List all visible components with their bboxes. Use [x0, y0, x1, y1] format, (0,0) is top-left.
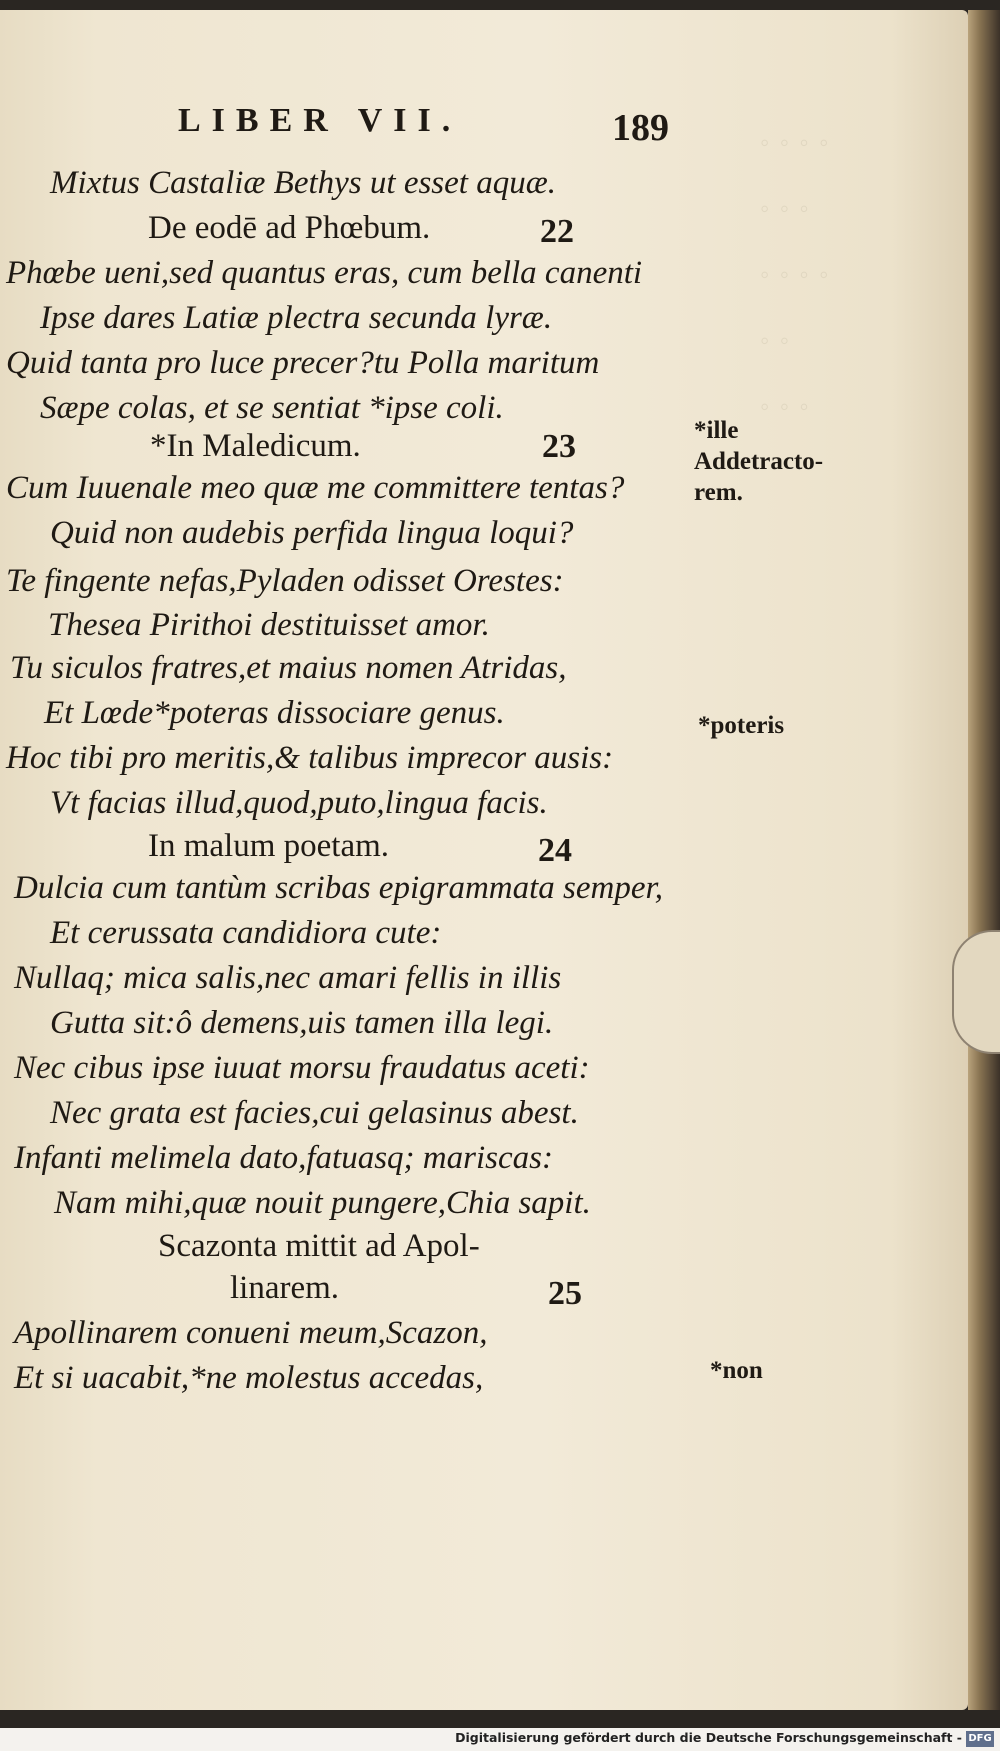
verse-line: Et Lœde*poteras dissociare genus.: [44, 695, 505, 731]
verse-line: Gutta sit:ô demens,uis tamen illa legi.: [50, 1005, 554, 1041]
verse-line: Ipse dares Latiæ plectra secunda lyræ.: [40, 300, 553, 336]
show-through-text: ◦ ◦ ◦ ◦ ◦ ◦ ◦ ◦ ◦ ◦ ◦ ◦ ◦ ◦ ◦ ◦: [760, 128, 831, 421]
verse-line: Nec grata est facies,cui gelasinus abest.: [50, 1095, 579, 1131]
digitization-footer: [0, 1728, 1000, 1751]
verse-line: Vt facias illud,quod,puto,lingua facis.: [50, 785, 548, 821]
epigram-heading-continued: linarem.: [230, 1270, 340, 1306]
margin-note-non: *non: [710, 1357, 763, 1384]
epigram-heading: *In Maledicum.: [150, 428, 361, 464]
verse-line: Apollinarem conueni meum,Scazon,: [14, 1315, 488, 1351]
verse-line: Sæpe colas, et se sentiat *ipse coli.: [40, 390, 504, 426]
page-edge: [968, 10, 1000, 1710]
verse-line: Thesea Pirithoi destituisset amor.: [48, 607, 490, 643]
verse-line: Quid non audebis perfida lingua loqui?: [50, 515, 574, 551]
dfg-logo: DFG: [966, 1731, 994, 1747]
margin-note-poteris: *poteris: [698, 712, 785, 739]
verse-line: Infanti melimela dato,fatuasq; mariscas:: [14, 1140, 553, 1176]
verse-line: Mixtus Castaliæ Bethys ut esset aquæ.: [50, 165, 556, 201]
page-clip-tab: [952, 930, 1000, 1054]
verse-line: Cum Iuuenale meo quæ me committere tentas?: [6, 470, 625, 506]
epigram-number: 23: [542, 428, 576, 465]
verse-line: Et cerussata candidiora cute:: [50, 915, 442, 951]
verse-line: Et si uacabit,*ne molestus accedas,: [14, 1360, 484, 1396]
verse-line: Dulcia cum tantùm scribas epigrammata semper,: [14, 870, 663, 906]
epigram-heading: In malum poetam.: [148, 828, 390, 864]
running-title: LIBER VII.: [178, 102, 462, 139]
book-page: [0, 10, 968, 1710]
epigram-number: 24: [538, 832, 572, 869]
verse-line: Phœbe ueni,sed quantus eras, cum bella canenti: [6, 255, 643, 291]
verse-line: Quid tanta pro luce precer?tu Polla maritum: [6, 345, 600, 381]
verse-line: Nec cibus ipse iuuat morsu fraudatus aceti:: [14, 1050, 590, 1086]
verse-line: Hoc tibi pro meritis,& talibus imprecor ausis:: [6, 740, 614, 776]
verse-line: Nullaq; mica salis,nec amari fellis in illis: [14, 960, 562, 996]
epigram-number: 22: [540, 213, 574, 250]
verse-line: Te fingente nefas,Pyladen odisset Orestes:: [6, 563, 564, 599]
epigram-heading: De eodē ad Phœbum.: [148, 210, 431, 246]
page-number: 189: [612, 107, 669, 149]
footer-credit: Digitalisierung gefördert durch die Deutsche Forschungsgemeinschaft -: [455, 1730, 962, 1745]
verse-line: Nam mihi,quæ nouit pungere,Chia sapit.: [54, 1185, 591, 1221]
epigram-heading: Scazonta mittit ad Apol-: [158, 1228, 480, 1264]
epigram-number: 25: [548, 1275, 582, 1312]
verse-line: Tu siculos fratres,et maius nomen Atridas,: [10, 650, 567, 686]
margin-note-ille: *ille Addetracto- rem.: [694, 417, 824, 506]
